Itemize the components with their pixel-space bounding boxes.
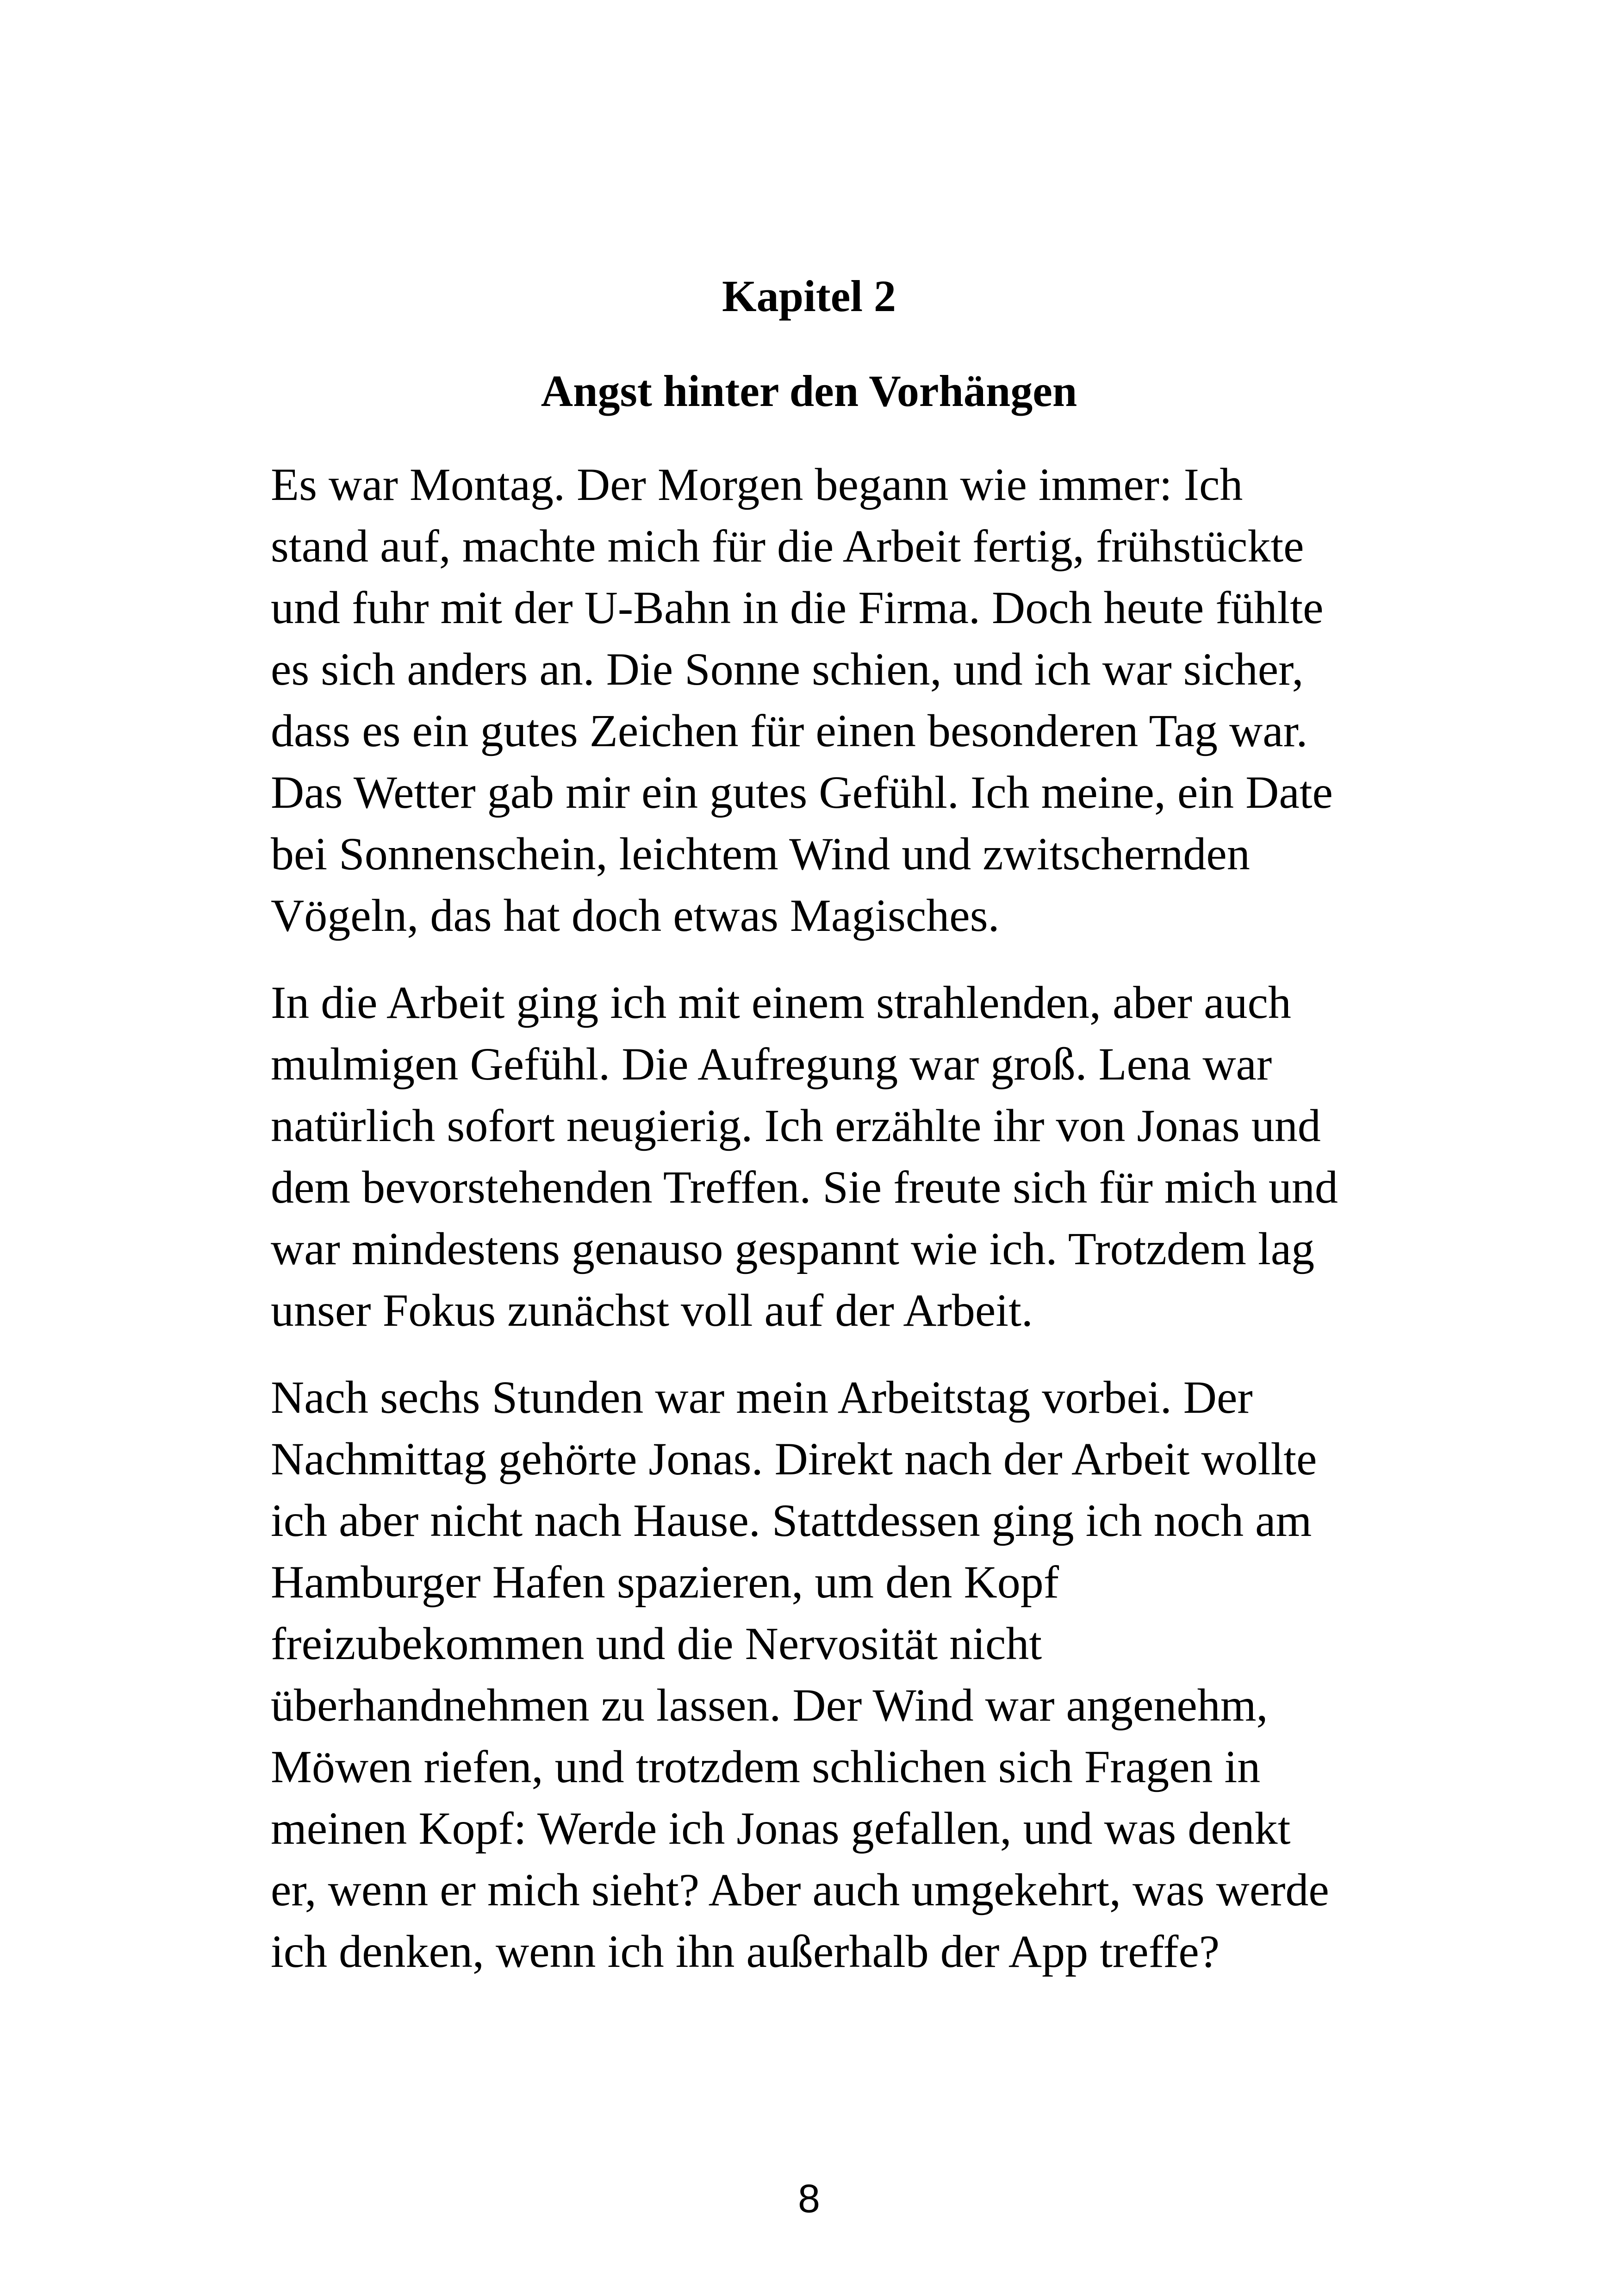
text-line: ich denken, wenn ich ihn außerhalb der App treffe? bbox=[271, 1926, 1220, 1977]
text-line: überhandnehmen zu lassen. Der Wind war angenehm, bbox=[271, 1679, 1268, 1731]
page-number: 8 bbox=[798, 2177, 820, 2221]
text-line: dass es ein gutes Zeichen für einen besonderen Tag war. bbox=[271, 705, 1308, 756]
text-line: Nachmittag gehörte Jonas. Direkt nach der Arbeit wollte bbox=[271, 1433, 1317, 1485]
text-line: er, wenn er mich sieht? Aber auch umgekehrt, was werde bbox=[271, 1864, 1329, 1915]
text-line: Es war Montag. Der Morgen begann wie immer: Ich bbox=[271, 459, 1243, 510]
text-line: Vögeln, das hat doch etwas Magisches. bbox=[271, 890, 1000, 941]
text-line: meinen Kopf: Werde ich Jonas gefallen, und was denkt bbox=[271, 1803, 1291, 1854]
text-line: es sich anders an. Die Sonne schien, und ich war sicher, bbox=[271, 643, 1304, 695]
text-line: Nach sechs Stunden war mein Arbeitstag vorbei. Der bbox=[271, 1372, 1253, 1423]
text-line: und fuhr mit der U-Bahn in die Firma. Doch heute fühlte bbox=[271, 582, 1324, 633]
text-line: Möwen riefen, und trotzdem schlichen sich Fragen in bbox=[271, 1741, 1261, 1792]
paragraph-3 bbox=[271, 1366, 1382, 1982]
text-line: war mindestens genauso gespannt wie ich. Trotzdem lag bbox=[271, 1223, 1315, 1274]
text-line: natürlich sofort neugierig. Ich erzählte ihr von Jonas und bbox=[271, 1100, 1321, 1151]
chapter-number: Kapitel 2 bbox=[722, 271, 896, 321]
chapter-title: Angst hinter den Vorhängen bbox=[541, 366, 1077, 416]
text-line: mulmigen Gefühl. Die Aufregung war groß. Lena war bbox=[271, 1038, 1272, 1090]
text-line: In die Arbeit ging ich mit einem strahlenden, aber auch bbox=[271, 977, 1291, 1028]
text-line: unser Fokus zunächst voll auf der Arbeit. bbox=[271, 1285, 1033, 1336]
text-line: dem bevorstehenden Treffen. Sie freute sich für mich und bbox=[271, 1161, 1338, 1213]
paragraph-1 bbox=[271, 454, 1382, 946]
text-line: stand auf, machte mich für die Arbeit fertig, frühstückte bbox=[271, 520, 1304, 572]
body-text bbox=[271, 454, 1382, 2008]
text-line: bei Sonnenschein, leichtem Wind und zwitschernden bbox=[271, 828, 1250, 880]
text-line: freizubekommen und die Nervosität nicht bbox=[271, 1618, 1042, 1669]
text-line: Das Wetter gab mir ein gutes Gefühl. Ich meine, ein Date bbox=[271, 767, 1333, 818]
paragraph-2 bbox=[271, 972, 1382, 1341]
text-line: Hamburger Hafen spazieren, um den Kopf bbox=[271, 1556, 1059, 1608]
text-line: ich aber nicht nach Hause. Stattdessen ging ich noch am bbox=[271, 1495, 1312, 1546]
